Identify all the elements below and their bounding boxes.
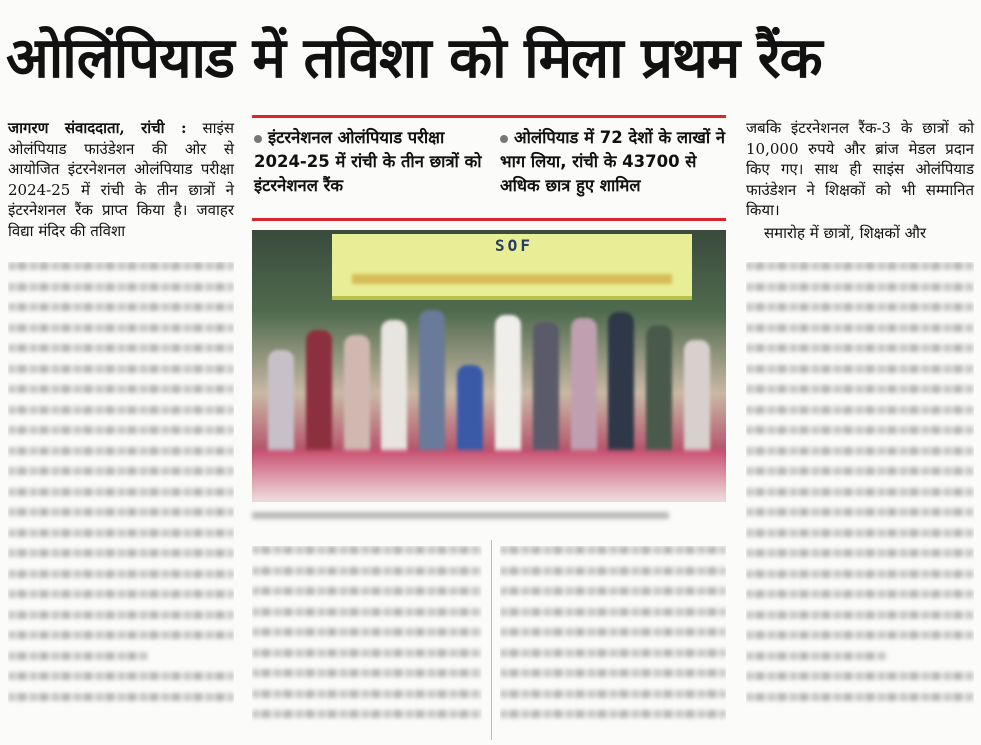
blurred-text-right xyxy=(746,262,974,740)
column-divider xyxy=(491,540,492,740)
banner-logo: SOF xyxy=(495,236,533,255)
right-column-para-2: समारोह में छात्रों, शिक्षकों और xyxy=(764,223,927,242)
bullet-icon xyxy=(500,135,508,143)
right-column-para-1: जबकि इंटरनेशनल रैंक-3 के छात्रों को 10,000 रुपये और ब्रांज मेडल प्रदान किए गए। साथ ही साइंस ओलंपियाड फाउंडेशन ने शिक्षकों को भी सम्मानित किया। xyxy=(746,119,974,219)
blurred-text-left xyxy=(8,262,234,740)
highlight-text-1: इंटरनेशनल ओलंपियाड परीक्षा 2024-25 में रांची के तीन छात्रों को इंटरनेशनल रैंक xyxy=(254,128,482,195)
photo-caption-blurred xyxy=(252,512,726,526)
byline: जागरण संवाददाता, रांची : xyxy=(8,119,187,137)
right-column xyxy=(746,118,974,243)
headline: ओलिंपियाड में तविशा को मिला प्रथम रैंक xyxy=(6,26,822,91)
stage-banner xyxy=(332,234,692,300)
highlight-bottom-rule xyxy=(252,218,726,221)
highlight-text-2: ओलंपियाड में 72 देशों के लाखों ने भाग लिया, रांची के 43700 से अधिक छात्र हुए शामिल xyxy=(500,128,725,195)
highlight-left xyxy=(254,126,486,198)
left-column-body: साइंस ओलंपियाड फाउंडेशन की ओर से आयोजित इंटरनेशनल ओलंपियाड परीक्षा 2024-25 में रांची के तीन छात्रों ने इंटरनेशनल रैंक प्राप्त किया है। जवाहर विद्या मंदिर की तविशा xyxy=(8,119,234,240)
highlight-top-rule xyxy=(252,115,726,118)
left-column xyxy=(8,118,234,241)
blurred-text-middle-2 xyxy=(500,546,726,741)
highlight-right xyxy=(500,126,726,198)
group-of-people xyxy=(252,300,726,460)
news-photo xyxy=(252,230,726,502)
bullet-icon xyxy=(254,135,262,143)
blurred-text-middle-1 xyxy=(252,546,482,741)
